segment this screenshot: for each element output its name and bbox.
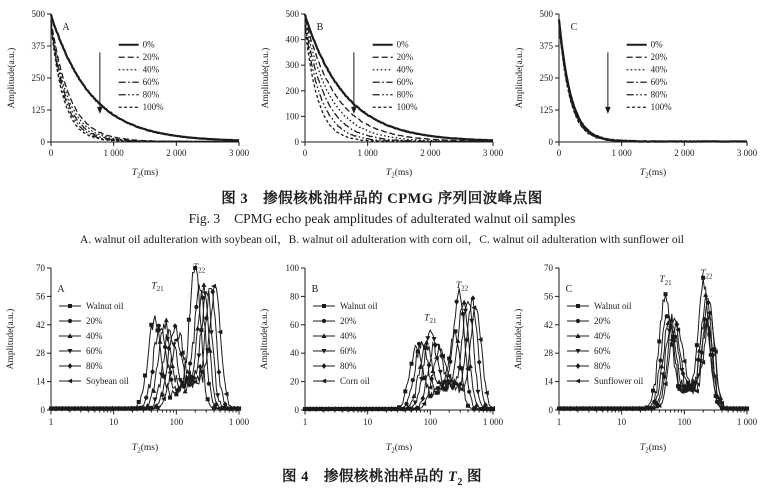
svg-text:1 000: 1 000 bbox=[611, 148, 632, 158]
svg-text:100%: 100% bbox=[142, 102, 164, 113]
svg-text:40%: 40% bbox=[340, 331, 357, 341]
svg-text:40%: 40% bbox=[86, 331, 103, 341]
svg-text:80%: 80% bbox=[594, 361, 611, 371]
svg-text:60%: 60% bbox=[142, 77, 160, 88]
svg-text:1 000: 1 000 bbox=[357, 148, 378, 158]
svg-text:60%: 60% bbox=[594, 346, 611, 356]
svg-text:0%: 0% bbox=[396, 39, 409, 50]
svg-text:10: 10 bbox=[617, 417, 627, 427]
svg-text:100%: 100% bbox=[396, 102, 418, 113]
svg-text:Walnut oil: Walnut oil bbox=[86, 301, 124, 311]
legend bbox=[59, 301, 129, 386]
svg-text:40%: 40% bbox=[594, 331, 611, 341]
svg-text:20%: 20% bbox=[142, 52, 160, 63]
svg-text:10: 10 bbox=[363, 417, 373, 427]
svg-text:0: 0 bbox=[40, 405, 45, 415]
svg-text:500: 500 bbox=[539, 9, 553, 19]
fig4-caption-zh bbox=[0, 465, 764, 488]
series-Sunflower oil bbox=[559, 313, 747, 409]
svg-text:Amplitude(a.u.): Amplitude(a.u.) bbox=[7, 47, 17, 109]
svg-text:80%: 80% bbox=[340, 361, 357, 371]
svg-text:0: 0 bbox=[548, 405, 553, 415]
axes bbox=[47, 268, 239, 415]
series-60% bbox=[559, 314, 747, 409]
svg-text:2 000: 2 000 bbox=[166, 148, 187, 158]
svg-text:0: 0 bbox=[40, 137, 45, 147]
svg-text:Amplitude(a.u.): Amplitude(a.u.) bbox=[261, 47, 271, 109]
svg-text:T2(ms): $T_2(ms)$ bbox=[385, 443, 413, 454]
svg-text:1 000: 1 000 bbox=[103, 148, 124, 158]
svg-text:1 000: 1 000 bbox=[736, 417, 758, 427]
svg-text:A: A bbox=[62, 22, 70, 33]
legend bbox=[119, 40, 164, 113]
svg-text:1 000: 1 000 bbox=[228, 417, 250, 427]
svg-text:20: 20 bbox=[290, 376, 299, 387]
svg-text:C: C bbox=[570, 22, 578, 33]
fig4-panel-b bbox=[255, 254, 509, 454]
fig4-caption-prefix: 图 4 掺假核桃油样品的 bbox=[282, 469, 448, 485]
svg-text:60%: 60% bbox=[650, 77, 668, 88]
svg-text:Soybean oil: Soybean oil bbox=[86, 376, 129, 386]
svg-text:40%: 40% bbox=[396, 64, 414, 75]
svg-text:T22: $T_{22}$ bbox=[192, 263, 206, 275]
fig3-caption-panels: A. walnut oil adulteration with soybean oil，B. walnut oil adulteration with corn oil，C. walnut oil adulteration with sunflower oil bbox=[80, 234, 684, 246]
fig4-panel-c bbox=[509, 254, 763, 454]
svg-text:1: 1 bbox=[48, 417, 54, 427]
svg-text:100: 100 bbox=[169, 417, 184, 427]
svg-text:80%: 80% bbox=[650, 89, 668, 100]
svg-text:60%: 60% bbox=[86, 346, 103, 356]
svg-text:B: B bbox=[311, 284, 319, 295]
svg-text:T21: $T_{21}$ bbox=[659, 275, 672, 287]
svg-text:T2(ms): $T_2(ms)$ bbox=[639, 168, 667, 178]
peak-annotations bbox=[424, 281, 468, 325]
svg-text:Amplitude(a.u.): Amplitude(a.u.) bbox=[515, 47, 525, 109]
svg-text:300: 300 bbox=[285, 60, 299, 71]
svg-text:250: 250 bbox=[31, 73, 45, 83]
fig4-panel-a bbox=[1, 254, 255, 454]
fig4-row bbox=[0, 254, 764, 454]
series-20% bbox=[559, 316, 747, 408]
svg-text:20%: 20% bbox=[340, 316, 357, 326]
svg-text:250: 250 bbox=[539, 73, 553, 83]
svg-text:100: 100 bbox=[285, 263, 299, 273]
peak-annotations bbox=[659, 269, 713, 287]
svg-text:200: 200 bbox=[285, 85, 299, 96]
fig3-panel-c bbox=[509, 4, 763, 178]
axis-labels bbox=[6, 9, 250, 178]
distribution-curves bbox=[51, 268, 239, 409]
svg-text:400: 400 bbox=[285, 34, 299, 45]
svg-text:Walnut oil: Walnut oil bbox=[594, 301, 632, 311]
series-20% bbox=[51, 284, 239, 408]
svg-text:14: 14 bbox=[544, 376, 553, 387]
svg-text:Sunflower oil: Sunflower oil bbox=[594, 376, 644, 386]
svg-text:40%: 40% bbox=[650, 64, 668, 75]
svg-text:2 000: 2 000 bbox=[674, 148, 695, 158]
svg-text:Amplitude(a.u.): Amplitude(a.u.) bbox=[260, 308, 270, 370]
svg-text:80: 80 bbox=[290, 291, 299, 302]
axis-labels bbox=[514, 9, 758, 178]
svg-text:T21: $T_{21}$ bbox=[151, 281, 164, 293]
svg-text:0%: 0% bbox=[650, 39, 663, 50]
svg-text:T2(ms): $T_2(ms)$ bbox=[639, 443, 667, 454]
svg-text:28: 28 bbox=[544, 348, 553, 359]
svg-text:10: 10 bbox=[109, 417, 119, 427]
fig4-caption-suffix: 图 bbox=[462, 469, 482, 485]
svg-text:C: C bbox=[565, 284, 573, 295]
legend bbox=[567, 301, 644, 386]
svg-text:T22: $T_{22}$ bbox=[455, 280, 469, 293]
svg-text:1: 1 bbox=[302, 417, 308, 427]
fig4-caption-t-symbol: T bbox=[448, 469, 458, 485]
svg-text:T2(ms): $T_2(ms)$ bbox=[131, 443, 159, 454]
svg-text:375: 375 bbox=[539, 41, 553, 51]
svg-text:0%: 0% bbox=[142, 39, 155, 50]
fig3-caption-en-label: Fig. 3 bbox=[188, 211, 221, 226]
axis-labels bbox=[260, 9, 504, 178]
svg-text:20%: 20% bbox=[650, 52, 668, 63]
svg-text:375: 375 bbox=[31, 41, 45, 51]
svg-text:14: 14 bbox=[36, 376, 45, 387]
svg-text:20%: 20% bbox=[594, 316, 611, 326]
svg-text:60%: 60% bbox=[396, 77, 414, 88]
svg-text:60: 60 bbox=[290, 319, 299, 330]
svg-text:0: 0 bbox=[48, 148, 54, 158]
svg-text:40: 40 bbox=[290, 348, 299, 359]
svg-text:Amplitude(a.u.): Amplitude(a.u.) bbox=[6, 308, 16, 370]
svg-text:100%: 100% bbox=[650, 102, 672, 113]
legend bbox=[313, 301, 378, 386]
curve-markers bbox=[556, 276, 749, 412]
svg-text:3 000: 3 000 bbox=[736, 148, 758, 158]
svg-text:40%: 40% bbox=[142, 64, 160, 75]
svg-text:80%: 80% bbox=[142, 89, 160, 100]
svg-text:1 000: 1 000 bbox=[482, 417, 504, 427]
svg-text:0: 0 bbox=[548, 137, 553, 147]
svg-text:20%: 20% bbox=[86, 316, 103, 326]
svg-text:500: 500 bbox=[31, 9, 45, 19]
svg-text:56: 56 bbox=[544, 291, 553, 302]
fig4-caption-t-subscript: 2 bbox=[457, 476, 463, 488]
down-arrow-annotation bbox=[605, 52, 611, 113]
svg-text:T2(ms): $T_2(ms)$ bbox=[385, 168, 413, 178]
svg-text:56: 56 bbox=[36, 291, 45, 302]
svg-text:70: 70 bbox=[36, 263, 45, 273]
svg-text:500: 500 bbox=[285, 9, 299, 19]
svg-text:125: 125 bbox=[31, 105, 45, 115]
legend bbox=[373, 40, 419, 113]
svg-text:80%: 80% bbox=[396, 89, 414, 100]
svg-text:100: 100 bbox=[285, 111, 299, 122]
svg-text:Walnut oil: Walnut oil bbox=[340, 301, 378, 311]
fig3-caption-en bbox=[0, 211, 764, 227]
svg-text:3 000: 3 000 bbox=[228, 148, 250, 158]
legend bbox=[627, 40, 673, 113]
fig3-caption-en-text: CPMG echo peak amplitudes of adulterated walnut oil samples bbox=[234, 211, 576, 226]
svg-text:100: 100 bbox=[423, 417, 438, 427]
svg-text:60%: 60% bbox=[340, 346, 357, 356]
svg-text:42: 42 bbox=[544, 319, 553, 330]
fig3-panel-a bbox=[1, 4, 255, 178]
svg-text:100: 100 bbox=[677, 417, 692, 427]
svg-text:T21: $T_{21}$ bbox=[424, 313, 437, 326]
svg-text:20%: 20% bbox=[396, 52, 414, 63]
svg-text:T22: $T_{22}$ bbox=[700, 269, 713, 281]
svg-text:28: 28 bbox=[36, 348, 45, 359]
svg-text:Amplitude(a.u.): Amplitude(a.u.) bbox=[514, 308, 524, 370]
svg-text:2 000: 2 000 bbox=[420, 148, 441, 158]
svg-text:42: 42 bbox=[36, 319, 45, 330]
svg-text:70: 70 bbox=[544, 263, 553, 273]
svg-text:0: 0 bbox=[294, 405, 299, 415]
svg-text:T2(ms): $T_2(ms)$ bbox=[131, 168, 159, 178]
axis-labels bbox=[513, 263, 758, 454]
svg-text:1: 1 bbox=[556, 417, 562, 427]
svg-text:3 000: 3 000 bbox=[482, 148, 504, 158]
svg-text:80%: 80% bbox=[86, 361, 103, 371]
svg-text:Corn oil: Corn oil bbox=[340, 376, 370, 386]
svg-text:0: 0 bbox=[302, 148, 308, 158]
svg-text:A: A bbox=[57, 284, 65, 295]
svg-text:0: 0 bbox=[294, 137, 299, 147]
svg-text:B: B bbox=[316, 22, 324, 33]
fig3-row bbox=[0, 4, 764, 178]
fig3-caption-zh: 图 3 掺假核桃油样品的 CPMG 序列回波峰点图 bbox=[221, 191, 543, 207]
svg-text:125: 125 bbox=[539, 105, 553, 115]
svg-text:0: 0 bbox=[556, 148, 562, 158]
fig3-panel-b bbox=[255, 4, 509, 178]
